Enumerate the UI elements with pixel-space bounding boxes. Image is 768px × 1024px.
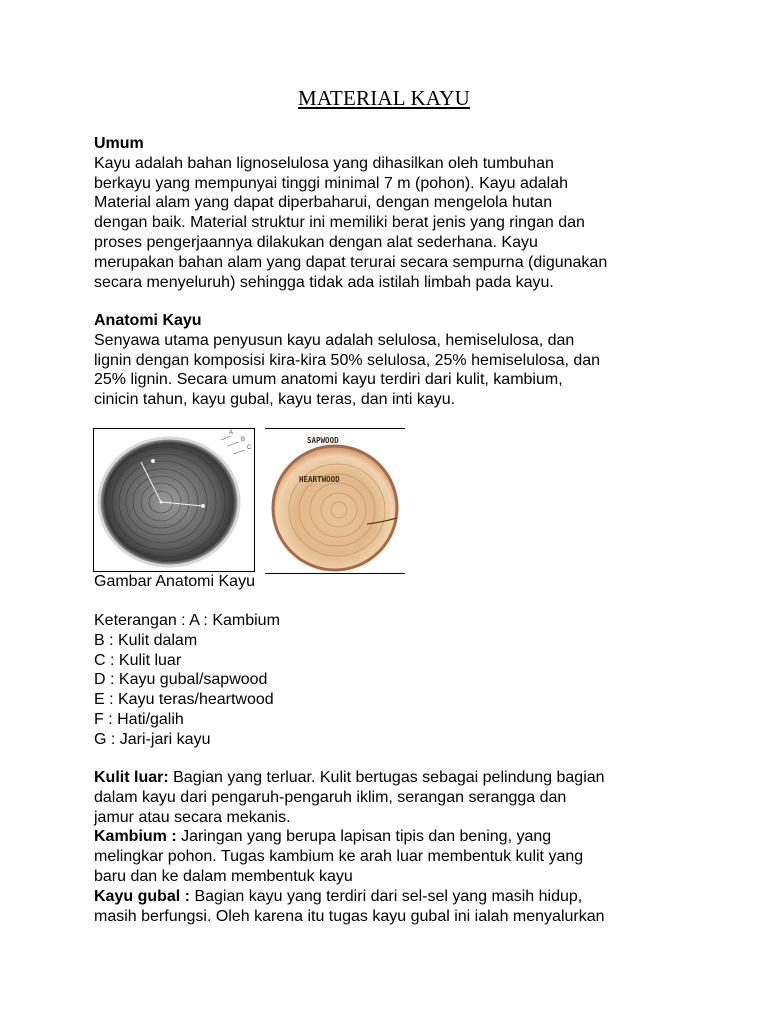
page-title: MATERIAL KAYU xyxy=(298,86,470,110)
definition-term: Kulit luar: xyxy=(94,769,169,786)
paragraph-line: merupakan bahan alam yang dapat terurai secara sempurna (digunakan xyxy=(94,253,608,271)
legend-item: F : Hati/galih xyxy=(94,710,184,728)
definition-term: Kayu gubal : xyxy=(94,887,191,905)
section-heading: Umum xyxy=(94,135,144,152)
figure-legend xyxy=(94,611,280,750)
definition-line: baru dan ke dalam membentuk kayu xyxy=(94,867,353,885)
section-anatomi xyxy=(94,311,694,410)
paragraph-line: 25% lignin. Secara umum anatomi kayu terdiri dari kulit, kambium, xyxy=(94,371,563,389)
paragraph-line: Material alam yang dapat diperbaharui, dengan mengelola hutan xyxy=(94,194,553,212)
definition-item xyxy=(94,887,684,907)
wood-cross-section-image xyxy=(93,428,255,572)
legend-item: C : Kulit luar xyxy=(94,651,182,669)
definition-item xyxy=(94,768,684,788)
definition-line: dalam kayu dari pengaruh-pengaruh iklim, serangan serangga dan xyxy=(94,788,567,806)
paragraph-line: secara menyeluruh) sehingga tidak ada istilah limbah pada kayu. xyxy=(94,273,554,291)
paragraph-line: dengan baik. Material struktur ini memiliki berat jenis yang ringan dan xyxy=(94,214,585,232)
legend-item: Keterangan : A : Kambium xyxy=(94,612,280,629)
definition-text: Bagian yang terluar. Kulit bertugas sebagai pelindung bagian xyxy=(168,769,605,786)
paragraph-line: lignin dengan komposisi kira-kira 50% selulosa, 25% hemiselulosa, dan xyxy=(94,351,601,369)
figure-letter-label: A xyxy=(229,430,234,436)
definition-item xyxy=(94,827,684,847)
legend-item: E : Kayu teras/heartwood xyxy=(94,691,274,709)
paragraph-line: berkayu yang mempunyai tinggi minimal 7 m (pohon). Kayu adalah xyxy=(94,174,569,192)
figure-caption: Gambar Anatomi Kayu xyxy=(94,573,255,590)
definition-term: Kambium : xyxy=(94,828,177,846)
paragraph-line: Kayu adalah bahan lignoselulosa yang dihasilkan oleh tumbuhan xyxy=(94,154,554,172)
legend-item: G : Jari-jari kayu xyxy=(94,730,211,748)
legend-item: D : Kayu gubal/sapwood xyxy=(94,671,268,689)
figure-letter-label: C xyxy=(247,445,252,451)
sapwood-label: SAPWOOD xyxy=(307,436,339,445)
definition-text: Bagian kayu yang terdiri dari sel-sel yang masih hidup, xyxy=(190,887,583,905)
section-umum xyxy=(94,134,694,292)
figure-letter-label: B xyxy=(241,437,246,443)
definition-line: masih berfungsi. Oleh karena itu tugas kayu gubal ini ialah menyalurkan xyxy=(94,907,605,925)
paragraph-line: Senyawa utama penyusun kayu adalah selulosa, hemiselulosa, dan xyxy=(94,331,575,349)
sapwood-heartwood-image xyxy=(265,428,405,574)
heartwood-label: HEARTWOOD xyxy=(299,475,340,484)
legend-item: B : Kulit dalam xyxy=(94,631,198,649)
section-heading: Anatomi Kayu xyxy=(94,312,202,329)
definition-line: melingkar pohon. Tugas kambium ke arah luar membentuk kulit yang xyxy=(94,848,584,866)
paragraph-line: proses pengerjaannya dilakukan dengan alat sederhana. Kayu xyxy=(94,233,538,251)
definitions xyxy=(94,768,684,926)
paragraph-line: cinicin tahun, kayu gubal, kayu teras, dan inti kayu. xyxy=(94,391,456,409)
definition-line: jamur atau secara mekanis. xyxy=(94,808,291,826)
definition-text: Jaringan yang berupa lapisan tipis dan bening, yang xyxy=(176,828,552,846)
wood-anatomy-figure xyxy=(93,428,405,574)
